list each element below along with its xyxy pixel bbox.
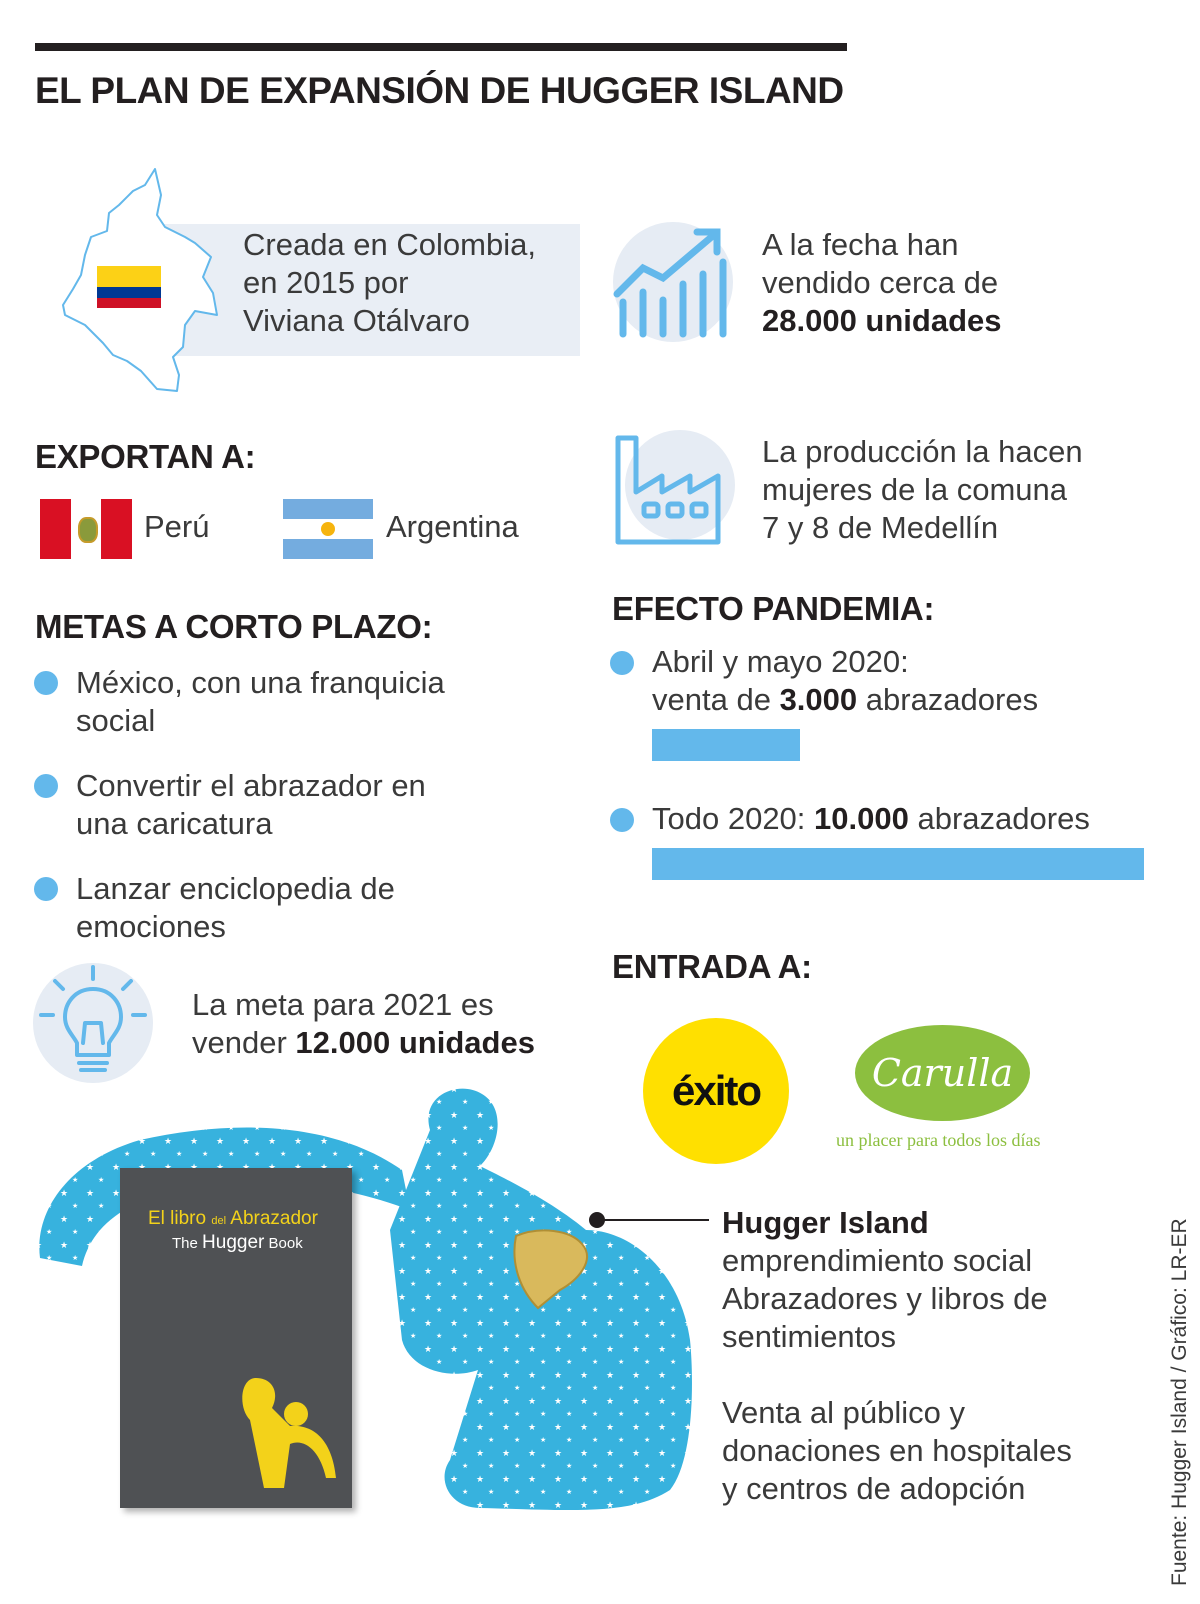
colombia-flag-icon	[97, 266, 161, 308]
pandemic-item-1-suffix: abrazadores	[865, 682, 1039, 717]
book-title	[148, 1208, 318, 1230]
pandemic-item-1-line-1: Abril y mayo 2020:	[652, 644, 909, 679]
product-line-6: y centros de adopción	[722, 1471, 1026, 1506]
goal-bullet	[34, 671, 58, 695]
goal-item-1-line-2: social	[76, 703, 156, 738]
goal-bullet	[34, 774, 58, 798]
pandemic-bullet	[610, 651, 634, 675]
product-caption	[722, 1204, 1142, 1508]
pandemic-item-2-suffix: abrazadores	[917, 801, 1090, 836]
carulla-tagline: un placer para todos los días	[836, 1130, 1041, 1150]
goal-item-3-line-2: emociones	[76, 909, 226, 944]
source-credit: Fuente: Hugger Island / Gráfico: LR-ER	[1168, 1218, 1191, 1586]
export-country-peru: Perú	[144, 509, 210, 544]
book-subtitle	[172, 1232, 303, 1254]
pandemic-item-1-prefix: venta de	[652, 682, 771, 717]
production-line-3: 7 y 8 de Medellín	[762, 510, 999, 545]
lightbulb-icon	[33, 963, 153, 1083]
book-title-part-1: El libro	[148, 1208, 207, 1229]
pandemic-item-2-bold: 10.000	[814, 801, 909, 836]
product-line-2: Abrazadores y libros de	[722, 1281, 1048, 1316]
goal-2021-prefix: vender	[192, 1025, 287, 1060]
book-title-small: del	[211, 1215, 227, 1227]
page-title: EL PLAN DE EXPANSIÓN DE HUGGER ISLAND	[35, 70, 844, 111]
goal-bullet	[34, 877, 58, 901]
sales-line-2: vendido cerca de	[762, 265, 999, 300]
founded-text	[243, 226, 573, 340]
product-line-3: sentimientos	[722, 1319, 897, 1354]
argentina-flag-icon	[283, 499, 373, 559]
goal-item-2-line-1: Convertir el abrazador en	[76, 768, 426, 803]
book-subtitle-part-2: Hugger	[202, 1232, 265, 1253]
sales-text	[762, 226, 1162, 340]
exito-logo-text: éxito	[671, 1067, 761, 1114]
book-hugger-figure-icon	[220, 1368, 340, 1498]
founded-line-3: Viviana Otálvaro	[243, 303, 470, 338]
goals-heading: METAS A CORTO PLAZO:	[35, 608, 433, 645]
founded-line-1: Creada en Colombia,	[243, 227, 536, 262]
production-line-1: La producción la hacen	[762, 434, 1083, 469]
sales-line-1: A la fecha han	[762, 227, 959, 262]
leader-line	[597, 1219, 709, 1221]
pandemic-item-1	[652, 643, 1172, 719]
production-text	[762, 433, 1162, 547]
goal-item-3	[76, 870, 516, 946]
goal-item-2-line-2: una caricatura	[76, 806, 273, 841]
production-line-2: mujeres de la comuna	[762, 472, 1067, 507]
goal-item-3-line-1: Lanzar enciclopedia de	[76, 871, 395, 906]
growth-chart-icon	[605, 222, 735, 342]
pandemic-item-1-bold: 3.000	[779, 682, 858, 717]
export-heading: EXPORTAN A:	[35, 438, 256, 475]
peru-flag-icon	[40, 499, 132, 559]
pandemic-bar-full-year	[652, 848, 1144, 880]
entry-heading: ENTRADA A:	[612, 948, 812, 985]
title-rule	[35, 43, 847, 51]
carulla-logo-text: Carulla	[871, 1051, 1014, 1095]
pandemic-heading: EFECTO PANDEMIA:	[612, 590, 935, 627]
goal-2021-text	[192, 986, 612, 1062]
hugger-book	[120, 1168, 352, 1508]
pandemic-item-2	[652, 800, 1182, 838]
goal-item-1-line-1: México, con una franquicia	[76, 665, 445, 700]
book-subtitle-part-3: Book	[268, 1235, 303, 1252]
product-line-5: donaciones en hospitales	[722, 1433, 1072, 1468]
goal-item-2	[76, 767, 516, 843]
goal-2021-bold: 12.000 unidades	[295, 1025, 535, 1060]
sales-bold: 28.000 unidades	[762, 303, 1002, 338]
book-subtitle-part-1: The	[172, 1235, 198, 1252]
export-country-argentina: Argentina	[386, 509, 519, 544]
founded-line-2: en 2015 por	[243, 265, 409, 300]
carulla-logo	[855, 1025, 1030, 1121]
factory-icon	[612, 432, 732, 547]
pandemic-bullet	[610, 808, 634, 832]
product-line-1: emprendimiento social	[722, 1243, 1033, 1278]
pandemic-bar-april-may	[652, 729, 800, 761]
pandemic-item-2-prefix: Todo 2020:	[652, 801, 806, 836]
product-name: Hugger Island	[722, 1205, 929, 1240]
goal-2021-line-1: La meta para 2021 es	[192, 987, 494, 1022]
product-line-4: Venta al público y	[722, 1395, 966, 1430]
goal-item-1	[76, 664, 516, 740]
book-title-part-2: Abrazador	[230, 1208, 318, 1229]
